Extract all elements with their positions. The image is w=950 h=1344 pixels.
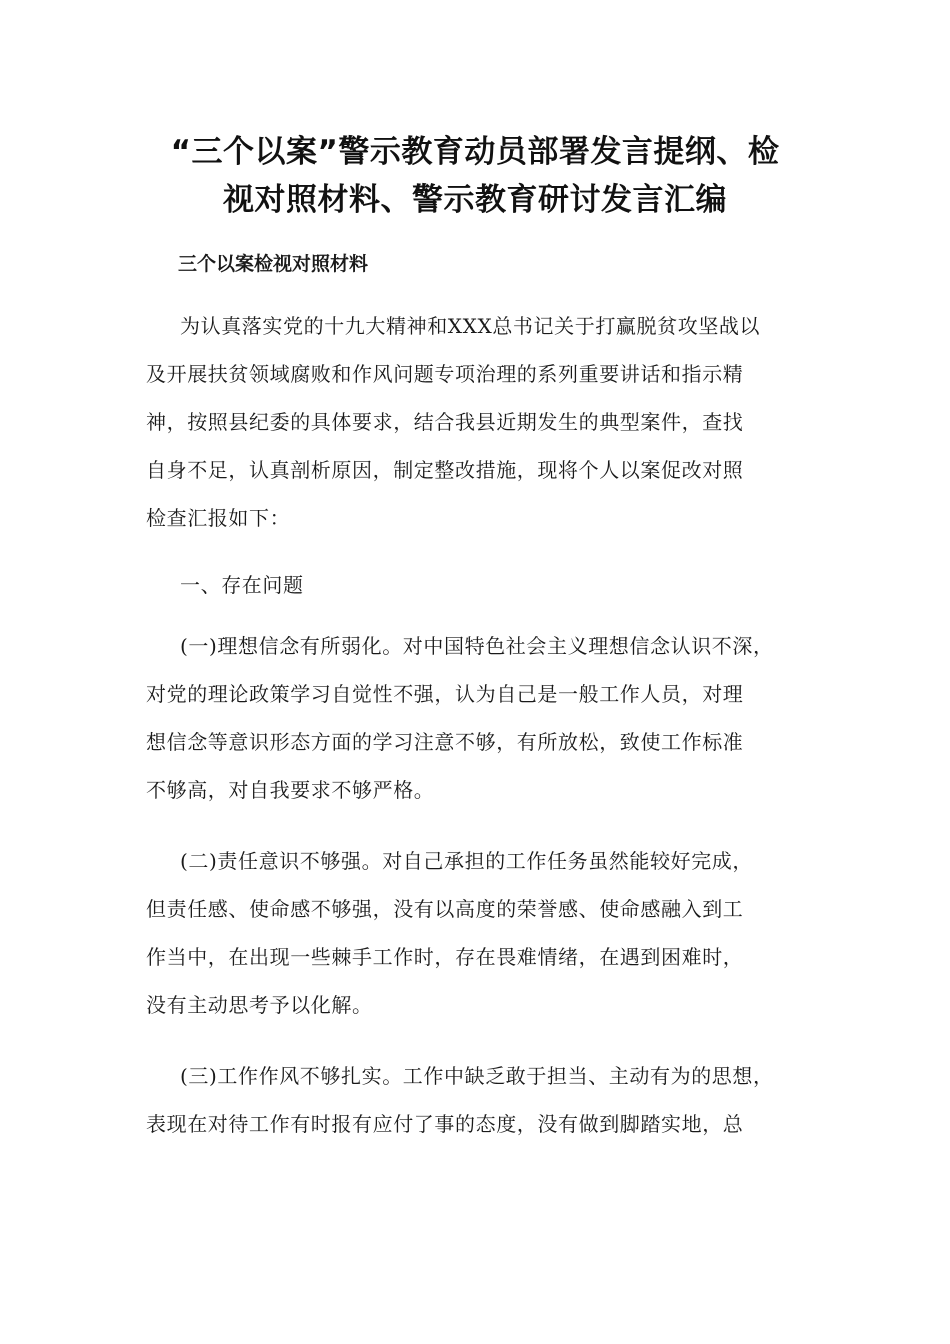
issue-item-3 [146,1052,826,1148]
paragraph-line: 不够高，对自我要求不够严格。 [146,778,435,802]
paragraph-line: 但责任感、使命感不够强，没有以高度的荣誉感、使命感融入到工 [146,897,744,921]
intro-paragraph [146,302,826,542]
paragraph-line: (三)工作作风不够扎实。工作中缺乏敢于担当、主动有为的思想， [180,1064,774,1088]
paragraph-line: 作当中，在出现一些棘手工作时，存在畏难情绪，在遇到困难时， [146,945,744,969]
title-line: 视对照材料、警示教育研讨发言汇编 [223,182,727,218]
title-line: “三个以案”警示教育动员部署发言提纲、检 [170,134,780,170]
section-heading [146,561,826,609]
section-subtitle: 三个以案检视对照材料 [178,253,369,275]
paragraph-line: 表现在对待工作有时报有应付了事的态度，没有做到脚踏实地，总 [146,1112,744,1136]
paragraph-line: 及开展扶贫领域腐败和作风问题专项治理的系列重要讲话和指示精 [146,362,744,386]
issue-item-1 [146,622,826,814]
paragraph-line: 为认真落实党的十九大精神和XXX总书记关于打赢脱贫攻坚战以 [180,314,761,338]
paragraph-line: 对党的理论政策学习自觉性不强，认为自己是一般工作人员，对理 [146,682,744,706]
paragraph-line: 想信念等意识形态方面的学习注意不够，有所放松，致使工作标准 [146,730,744,754]
paragraph-line: (一)理想信念有所弱化。对中国特色社会主义理想信念认识不深， [180,634,774,658]
paragraph-line: 没有主动思考予以化解。 [146,993,373,1017]
paragraph-line: 自身不足，认真剖析原因，制定整改措施，现将个人以案促改对照 [146,458,744,482]
issue-item-2 [146,837,826,1029]
paragraph-line: 神，按照县纪委的具体要求，结合我县近期发生的典型案件，查找 [146,410,744,434]
heading-text: 一、存在问题 [180,573,304,597]
paragraph-line: (二)责任意识不够强。对自己承担的工作任务虽然能较好完成， [180,849,754,873]
paragraph-line: 检查汇报如下： [146,506,291,530]
document-title [140,128,810,224]
